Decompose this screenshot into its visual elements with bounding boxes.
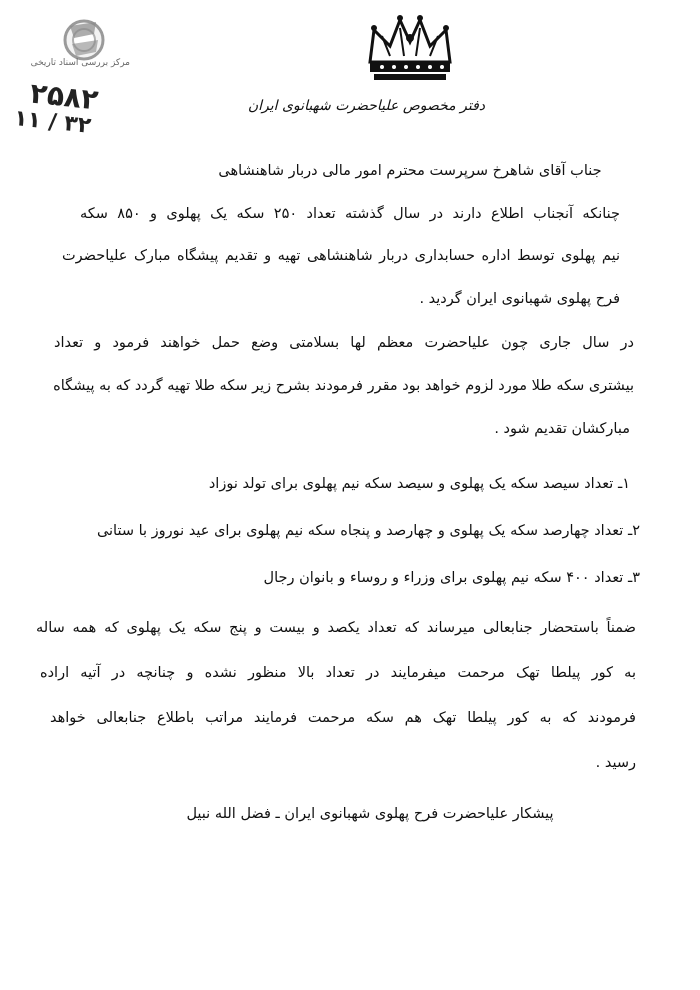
body-line: فرمودند که به کور پیلطا تهک هم سکه مرحمت فرمایند مراتب باطلاع جنابعالی خواهد bbox=[50, 710, 636, 726]
list-item-1: ۱ـ تعداد سیصد سکه یک پهلوی و سیصد سکه نیم پهلوی برای تولد نوزاد bbox=[208, 476, 630, 492]
salutation: جناب آقای شاهرخ سرپرست محترم امور مالی دربار شاهنشاهی bbox=[218, 163, 602, 179]
list-item-3: ۳ـ تعداد ۴۰۰ سکه نیم پهلوی برای وزراء و روساء و بانوان رجال bbox=[263, 570, 640, 586]
body-line: رسید . bbox=[595, 755, 636, 771]
body-line: به کور پیلطا تهک مرحمت میفرمایند در تعداد بالا منظور نشده و چنانچه در آتیه اراده bbox=[40, 665, 636, 681]
crown-emblem-icon bbox=[360, 12, 460, 84]
body-line: مبارکشان تقدیم شود . bbox=[494, 421, 630, 437]
archive-logo-icon bbox=[8, 14, 128, 88]
body-line: در سال جاری چون علیاحضرت معظم لها بسلامتی وضع حمل خواهند فرمود و تعداد bbox=[54, 335, 634, 351]
body-line: بیشتری سکه طلا مورد لزوم خواهد بود مقرر فرمودند بشرح زیر سکه طلا تهیه گردد که به پیشگاه bbox=[53, 378, 634, 394]
handwritten-date: ۱۱ / ۳۲ bbox=[12, 106, 93, 139]
archive-logo-text: مرکز بررسی اسناد تاریخی bbox=[30, 58, 130, 68]
handwritten-number: ۲۵۸۲ bbox=[28, 76, 100, 117]
office-title: دفتر مخصوص علیاحضرت شهبانوی ایران bbox=[247, 98, 485, 114]
body-line: چنانکه آنجناب اطلاع دارند در سال گذشته تعداد ۲۵۰ سکه یک پهلوی و ۸۵۰ سکه bbox=[80, 206, 620, 222]
body-line: فرح پهلوی شهبانوی ایران گردید . bbox=[419, 291, 620, 307]
body-line: ضمناً باستحضار جنابعالی میرساند که تعداد یکصد و بیست و پنج سکه یک پهلوی که همه ساله bbox=[36, 620, 636, 636]
signature-line: پیشکار علیاحضرت فرح پهلوی شهبانوی ایران ـ فضل الله نبیل bbox=[186, 806, 554, 822]
list-item-2: ۲ـ تعداد چهارصد سکه یک پهلوی و چهارصد و پنجاه سکه نیم پهلوی برای عید نوروز با ستانی bbox=[96, 523, 640, 539]
body-line: نیم پهلوی توسط اداره حسابداری دربار شاهنشاهی تهیه و تقدیم پیشگاه مبارک علیاحضرت bbox=[62, 248, 620, 264]
